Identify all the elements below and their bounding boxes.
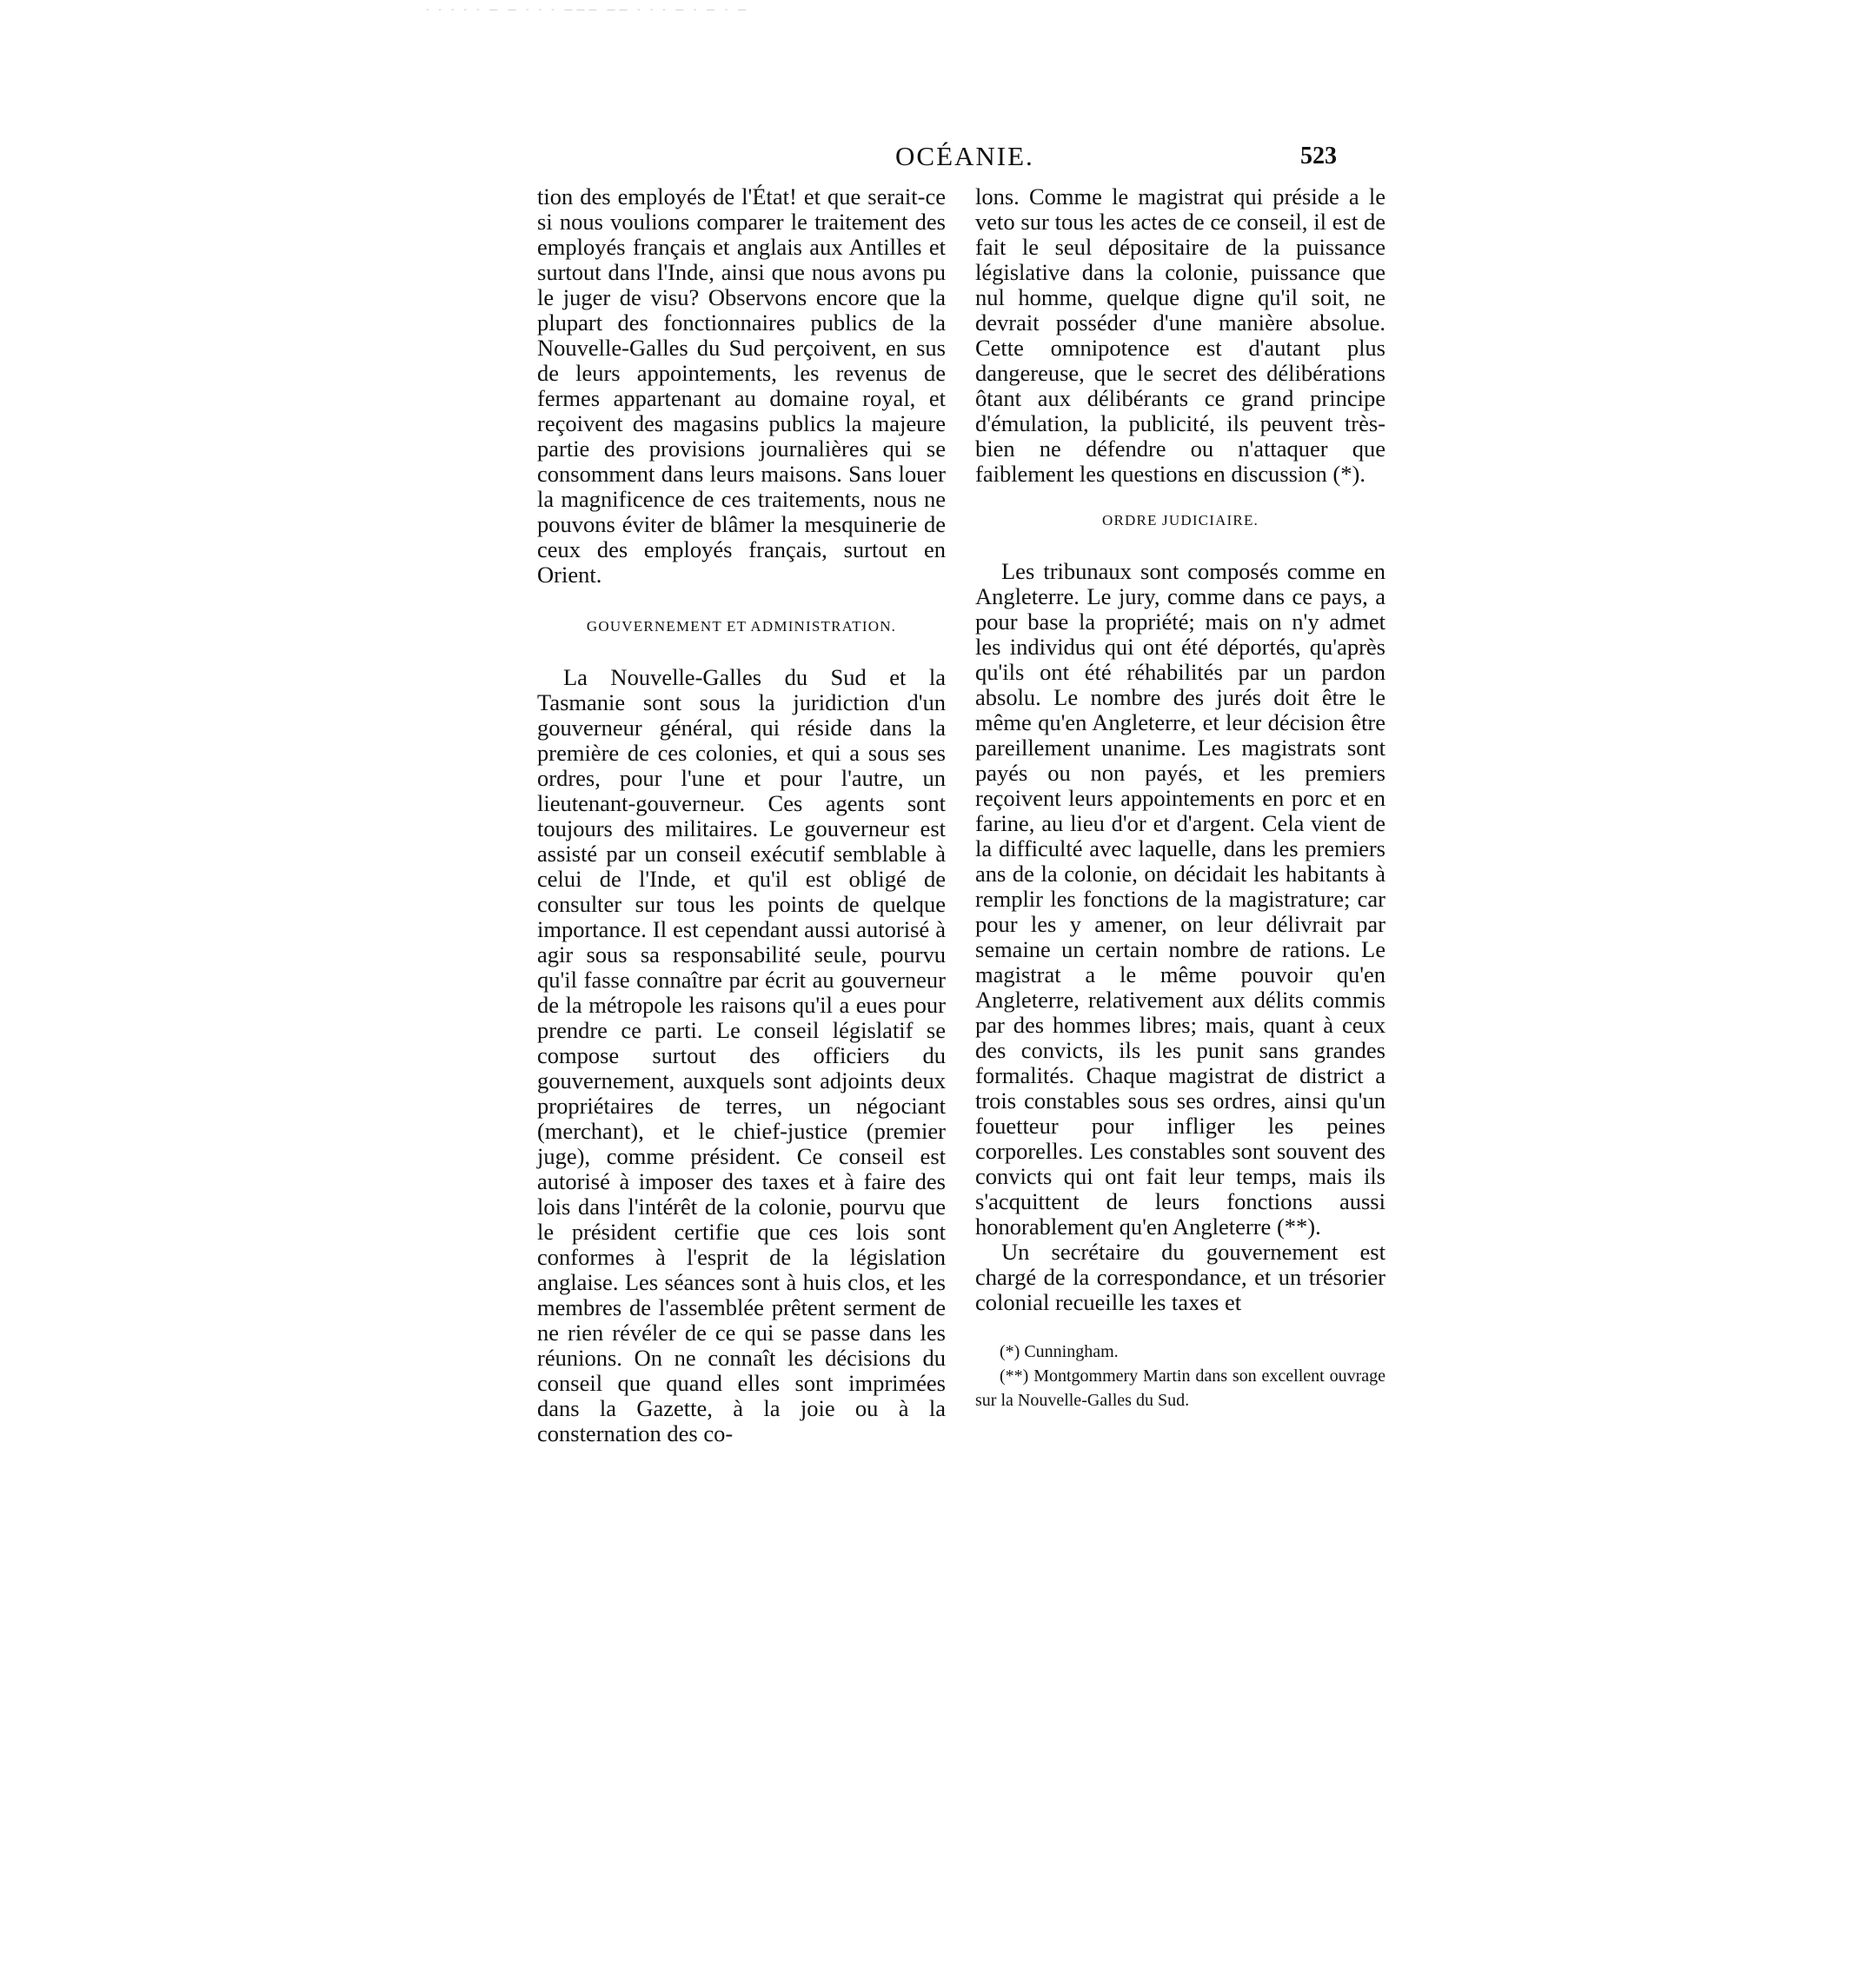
footnote-1: (*) Cunningham. (1000, 1342, 1119, 1361)
right-paragraph-2: Les tribunaux sont composés comme en Angleterre. Le jury, comme dans ce pays, a pour base la propriété; mais on n'y admet les individus qui ont été déportés, qu'après qu'ils ont été réhabilités par un pardon absolu. Le nombre des jurés doit être le même qu'en Angleterre, et leur décision être pareillement unanime. Les magistrats sont payés ou non payés, et les premiers reçoivent leurs appointements en porc et en farine, au lieu d'or et d'argent. Cela vient de la difficulté avec laquelle, dans les premiers ans de la colonie, on décidait les habitants à remplir les fonctions de la magistrature; car pour les y amener, on leur délivrait par semaine un certain nombre de rations. Le magistrat a le même pouvoir qu'en Angleterre, relativement aux délits commis par des hommes libres; mais, quant à ceux des convicts, ils les punit sans grandes formalités. Chaque magistrat de district a trois constables sous ses ordres, ainsi qu'un fouetteur pour infliger les peines corporelles. Les constables sont souvent des convicts qui ont fait leur temps, mais ils s'acquittent de leurs fonctions aussi honorablement qu'en Angleterre (**). (975, 558, 1386, 1240)
right-paragraph-1: lons. Comme le magistrat qui préside a le veto sur tous les actes de ce conseil, il est de fait le seul dépositaire de la puissance législative dans la colonie, puissance que nul homme, quelque digne qu'il soit, ne devrait posséder d'une manière absolue. Cette omnipotence est d'autant plus dangereuse, que le secret des délibérations ôtant aux délibérants ce grand principe d'émulation, la publicité, ils peuvent très-bien ne défendre ou n'attaquer que faiblement les questions en discussion (*). (975, 183, 1386, 487)
page-number: 523 (1300, 143, 1337, 170)
section-heading-ordre-judiciaire: ORDRE JUDICIAIRE. (1101, 512, 1259, 529)
left-paragraph-1: tion des employés de l'État! et que serait-ce si nous voulions comparer le traitement des employés français et anglais aux Antilles et surtout dans l'Inde, ainsi que nous avons pu le juger de visu? Observons encore que la plupart des fonctionnaires publics de la Nouvelle-Galles du Sud perçoivent, en sus de leurs appointements, les revenus de fermes appartenant au domaine royal, et reçoivent des magasins publics la majeure partie des provisions journalières qui se consomment dans leurs maisons. Sans louer la magnificence de ces traitements, nous ne pouvons éviter de blâmer la mesquinerie de ceux des employés français, surtout en Orient. (537, 183, 946, 588)
footnote-2: (**) Montgommery Martin dans son excellent ouvrage sur la Nouvelle-Galles du Sud. (975, 1366, 1386, 1410)
right-paragraph-3: Un secrétaire du gouvernement est chargé de la correspondance, et un trésorier colonial recueille les taxes et (975, 1239, 1386, 1315)
footnotes (975, 1340, 1386, 1413)
scan-artifact-marks: - - - - - — — - - - ——— —— - - - — - — - — (426, 5, 750, 10)
right-column (975, 184, 1386, 1413)
running-head: OCÉANIE. (895, 141, 1034, 171)
left-column (537, 184, 946, 1446)
left-paragraph-2: La Nouvelle-Galles du Sud et la Tasmanie sont sous la juridiction d'un gouverneur général, qui réside dans la première de ces colonies, et qui a sous ses ordres, pour l'une et pour l'autre, un lieutenant-gouverneur. Ces agents sont toujours des militaires. Le gouverneur est assisté par un conseil exécutif semblable à celui de l'Inde, et qu'il est obligé de consulter sur tous les points de quelque importance. Il est cependant aussi autorisé à agir sous sa responsabilité seule, pourvu qu'il fasse connaître par écrit au gouverneur de la métropole les raisons qu'il a eues pour prendre ce parti. Le conseil législatif se compose surtout des officiers du gouvernement, auxquels sont adjoints deux propriétaires de terres, un négociant (merchant), et le chief-justice (premier juge), comme président. Ce conseil est autorisé à imposer des taxes et à faire des lois dans l'intérêt de la colonie, pourvu que le président certifie que ces lois sont conformes à l'esprit de la législation anglaise. Les séances sont à huis clos, et les membres de l'assemblée prêtent serment de ne rien révéler de ce qui se passe dans les réunions. On ne connaît les décisions du conseil que quand elles sont imprimées dans la Gazette, à la joie ou à la consternation des co- (537, 664, 946, 1446)
section-heading-gouvernement: GOUVERNEMENT ET ADMINISTRATION. (586, 618, 897, 635)
